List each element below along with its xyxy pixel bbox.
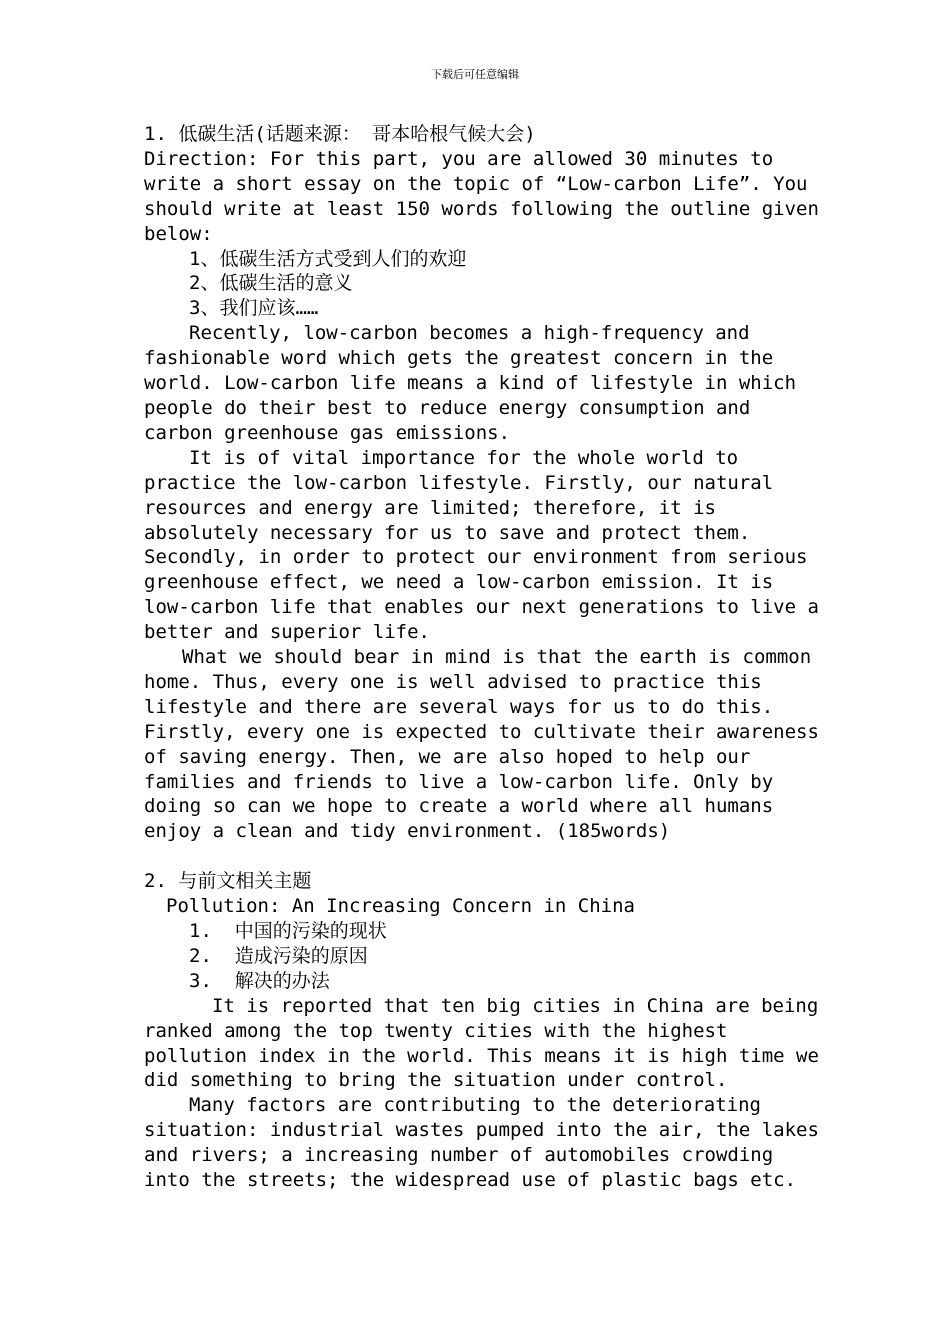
section1-title: 1. 低碳生活(话题来源： 哥本哈根气候大会) xyxy=(144,123,536,145)
section2-outline-item: 2. 造成污染的原因 xyxy=(189,944,368,967)
section1-paragraph: It is of vital importance for the whole world to practice the low-carbon lifestyle. Firstly, our natural resources and energy are limited; therefore, it is absolutely necessary for us to save and protect them. Secondly, in order to protect our environment from serious greenhouse effect, we need a low-carbon emission. It is low-carbon life that enables our next generations to live a better and superior life. xyxy=(144,446,831,644)
section2-paragraph: It is reported that ten big cities in China are being ranked among the top twenty cities with the highest pollution index in the world. This means it is high time we did something to bring the situation under control. xyxy=(144,994,831,1092)
section2-outline-item: 3. 解决的办法 xyxy=(189,969,330,992)
section1-outline-item: 3、我们应该…… xyxy=(189,297,319,320)
section1-paragraph: Recently, low-carbon becomes a high-frequency and fashionable word which gets the greatest concern in the world. Low-carbon life means a kind of lifestyle in which people do their best to reduce energy consumption and carbon greenhouse gas emissions. xyxy=(144,322,808,444)
section1-direction: Direction: For this part, you are allowed 30 minutes to write a short essay on the topic of “Low-carbon Life”. You should write at least 150 words following the outline given below: xyxy=(144,147,831,245)
document-body xyxy=(144,122,831,1193)
page-header: 下载后可任意编辑 xyxy=(431,68,519,81)
section2-outline-item: 1. 中国的污染的现状 xyxy=(189,919,387,942)
section2-title: 2. 与前文相关主题 xyxy=(144,870,312,893)
section1-outline-item: 2、低碳生活的意义 xyxy=(189,272,353,295)
section2-subtitle: Pollution: An Increasing Concern in China xyxy=(166,895,635,918)
section1-outline-item: 1、低碳生活方式受到人们的欢迎 xyxy=(189,247,467,270)
section1-paragraph: What we should bear in mind is that the earth is common home. Thus, every one is well advised to practice this lifestyle and there are several ways for us to do this. Firstly, every one is expected to cultivate their awareness of saving energy. Then, we are also hoped to help our families and friends to live a low-carbon life. Only by doing so can we hope to create a world where all humans enjoy a clean and tidy environment. (185words) xyxy=(144,646,831,843)
section-spacer xyxy=(144,844,824,869)
section2-paragraph: Many factors are contributing to the deteriorating situation: industrial wastes pumped into the air, the lakes and rivers; a increasing number of automobiles crowding into the streets; the widespread use of plastic bags etc. xyxy=(144,1094,831,1192)
